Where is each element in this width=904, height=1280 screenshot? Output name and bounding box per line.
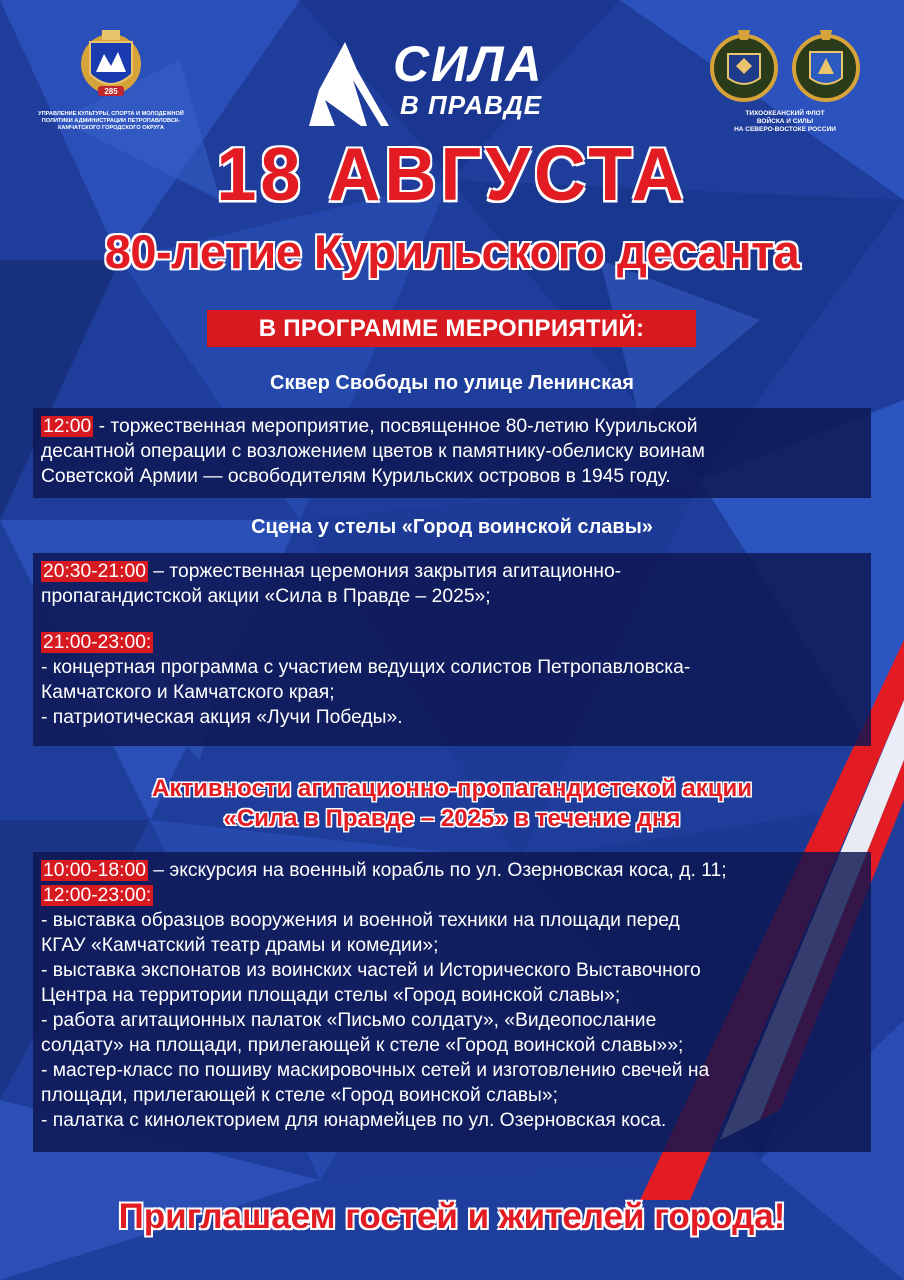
activity-line: КГАУ «Камчатский театр драмы и комедии»; xyxy=(41,935,439,956)
location-heading-2: Сцена у стелы «Город воинской славы» xyxy=(251,516,653,538)
schedule-line xyxy=(41,630,869,655)
schedule-line xyxy=(41,858,871,883)
fleet-name-line2: ВОЙСКА И СИЛЫ xyxy=(756,118,814,125)
city-administration-name: УПРАВЛЕНИЕ КУЛЬТУРЫ, СПОРТА И МОЛОДЕЖНОЙ ПОЛИТИКИ АДМИНИСТРАЦИИ ПЕТРОПАВЛОВСК-КАМЧАТСКОГО ГОРОДСКОГО ОКРУГА xyxy=(38,111,184,131)
time-badge: 20:30-21:00 xyxy=(43,561,146,582)
schedule-line xyxy=(41,414,869,439)
activities-heading-line1: Активности агитационно-пропагандистской акции xyxy=(152,775,752,802)
fleet-name-line1: ТИХООКЕАНСКИЙ ФЛОТ xyxy=(745,110,825,117)
schedule-text: – экскурсия на военный корабль по ул. Озерновская коса, д. 11; xyxy=(147,860,727,881)
time-badge: 12:00-23:00: xyxy=(43,885,152,906)
pacific-fleet-block xyxy=(700,24,870,134)
program-title-banner: В ПРОГРАММЕ МЕРОПРИЯТИЙ: xyxy=(207,310,696,347)
activities-heading xyxy=(0,774,904,834)
schedule-text: – торжественная церемония закрытия агитационно- xyxy=(147,561,622,582)
activity-line: солдату» на площади, прилегающей к стеле «Город воинской славы»»; xyxy=(41,1035,684,1056)
time-badge: 10:00-18:00 xyxy=(43,860,146,881)
logo-text-v-pravde: В ПРАВДЕ xyxy=(400,90,543,120)
svg-text:285: 285 xyxy=(104,87,118,96)
city-administration-block xyxy=(36,24,186,132)
fleet-emblem-icon xyxy=(708,24,780,106)
schedule-line: Советской Армии — освободителям Курильских островов в 1945 году. xyxy=(41,466,671,487)
activity-line: - палатка с кинолекторием для юнармейцев по ул. Озерновская коса. xyxy=(41,1110,667,1131)
activities-heading-line2: «Сила в Правде – 2025» в течение дня xyxy=(223,805,681,832)
event-date: 18 АВГУСТА xyxy=(216,133,688,217)
schedule-line: десантной операции с возложением цветов к памятнику-обелиску воинам xyxy=(41,441,705,462)
schedule-panel-2 xyxy=(33,553,871,746)
activity-line: - выставка экспонатов из воинских частей и Исторического Выставочного xyxy=(41,960,701,981)
schedule-line: - концертная программа с участием ведущих солистов Петропавловска- xyxy=(41,657,691,678)
invitation-text: Приглашаем гостей и жителей города! xyxy=(118,1197,786,1236)
schedule-line xyxy=(41,559,869,584)
activity-line: - мастер-класс по пошиву маскировочных сетей и изготовлению свечей на xyxy=(41,1060,710,1081)
star-tower-icon xyxy=(305,40,395,128)
activity-line: - работа агитационных палаток «Письмо солдату», «Видеопослание xyxy=(41,1010,657,1031)
schedule-panel-1 xyxy=(33,408,871,498)
activity-line: Центра на территории площади стелы «Город воинской славы»; xyxy=(41,985,621,1006)
time-badge: 21:00-23:00: xyxy=(43,632,152,653)
schedule-line: Камчатского и Камчатского края; xyxy=(41,682,335,703)
activity-line: - выставка образцов вооружения и военной техники на площади перед xyxy=(41,910,680,931)
schedule-panel-3 xyxy=(33,852,871,1152)
logo-text-sila: СИЛА xyxy=(393,36,544,92)
northeast-forces-emblem-icon xyxy=(790,24,862,106)
location-heading-1: Сквер Свободы по улице Ленинская xyxy=(270,372,634,394)
sila-v-pravde-logo xyxy=(305,38,605,130)
event-subtitle: 80-летие Курильского десанта xyxy=(104,225,800,278)
schedule-line: пропагандистской акции «Сила в Правде – 2025»; xyxy=(41,586,491,607)
schedule-text: - торжественная мероприятие, посвященное 80-летию Курильской xyxy=(93,416,698,437)
schedule-line: - патриотическая акция «Лучи Победы». xyxy=(41,707,403,728)
time-badge: 12:00 xyxy=(43,416,92,437)
schedule-line xyxy=(41,883,871,908)
city-coat-of-arms-icon xyxy=(78,24,144,102)
activity-line: площади, прилегающей к стеле «Город воинской славы»; xyxy=(41,1085,558,1106)
fleet-name-line3: НА СЕВЕРО-ВОСТОКЕ РОССИИ xyxy=(734,126,836,133)
